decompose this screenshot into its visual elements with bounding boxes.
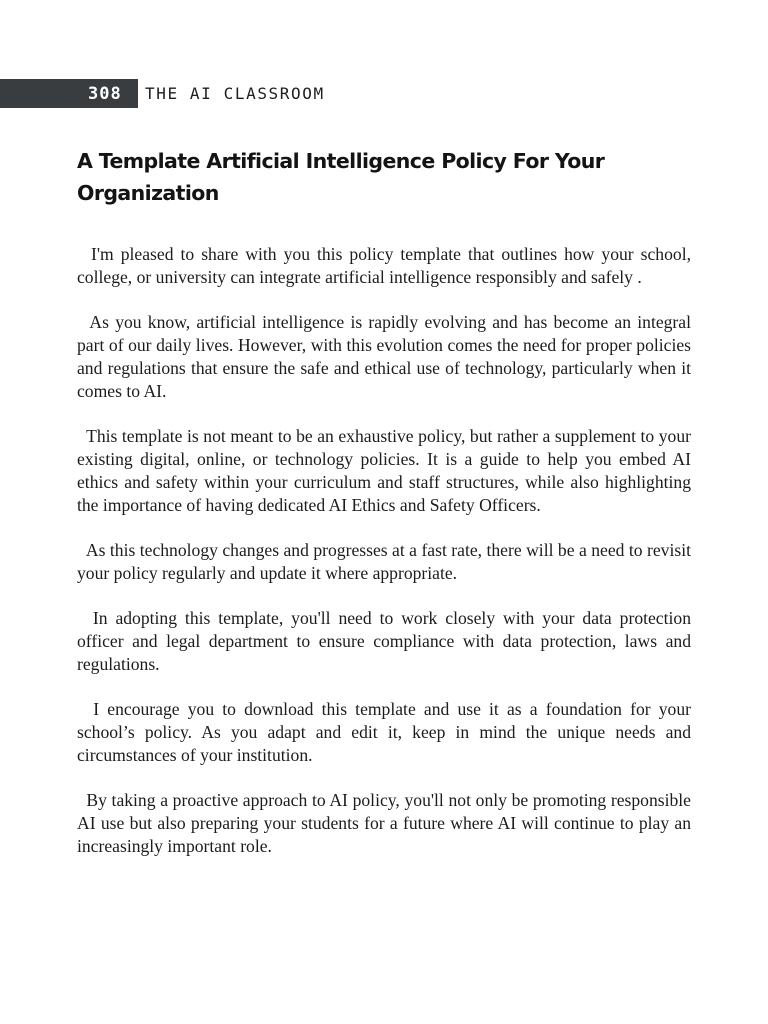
- page-number: 308: [88, 84, 122, 104]
- paragraph-template-purpose: This template is not meant to be an exhaustive policy, but rather a supplement to your existing digital, online, or technology policies. It is a guide to help you embed AI ethics and safety within your curriculum and staff structures, while also highlighting the importance of having dedicated AI Ethics and Safety Officers.: [77, 426, 691, 515]
- paragraph-data-protection: In adopting this template, you'll need to work closely with your data protection officer and legal department to ensure compliance with data protection, laws and regulations.: [77, 608, 691, 674]
- body-text: [77, 243, 691, 880]
- paragraph-proactive-approach: By taking a proactive approach to AI policy, you'll not only be promoting responsible AI use but also preparing your students for a future where AI will continue to play an increasingly important role.: [77, 790, 691, 856]
- page-title: A Template Artificial Intelligence Policy For Your Organization: [77, 149, 605, 205]
- paragraph-revisit-policy: As this technology changes and progresses at a fast rate, there will be a need to revisit your policy regularly and update it where appropriate.: [77, 540, 691, 583]
- running-title: THE AI CLASSROOM: [145, 84, 325, 103]
- paragraph-intro: I'm pleased to share with you this policy template that outlines how your school, college, or university can integrate artificial intelligence responsibly and safely .: [77, 244, 691, 287]
- paragraph-ai-evolving: As you know, artificial intelligence is rapidly evolving and has become an integral part of our daily lives. However, with this evolution comes the need for proper policies and regulations that ensure the safe and ethical use of technology, particularly when it comes to AI.: [77, 312, 691, 401]
- paragraph-download-template: I encourage you to download this template and use it as a foundation for your school’s policy. As you adapt and edit it, keep in mind the unique needs and circumstances of your institution.: [77, 699, 691, 765]
